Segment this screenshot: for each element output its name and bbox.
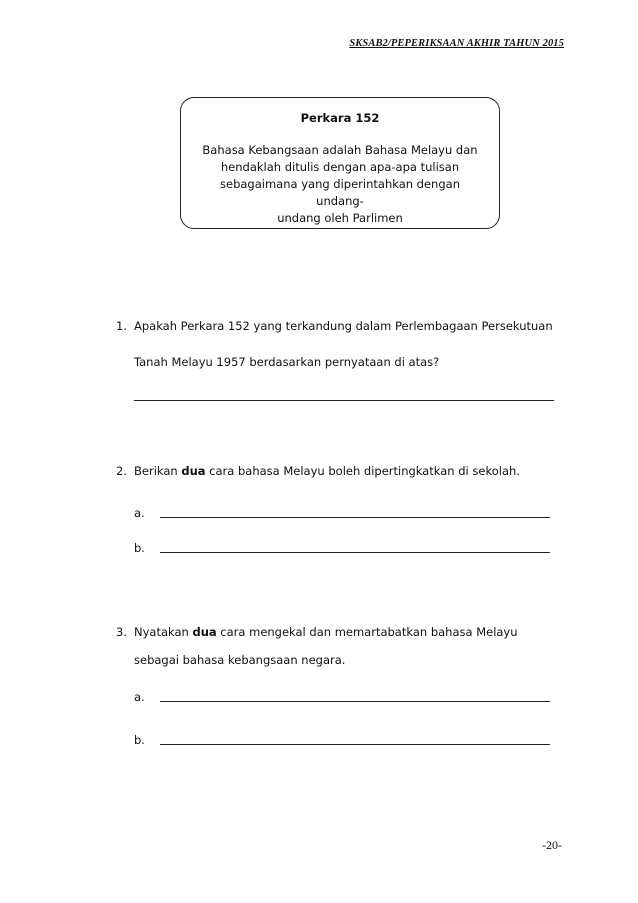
question-text: sebagai bahasa kebangsaan negara. (134, 653, 346, 667)
question-text: Berikan dua cara bahasa Melayu boleh dipertingkatkan di sekolah. (134, 464, 520, 478)
page-number: -20- (542, 838, 562, 852)
article-title: Perkara 152 (300, 111, 380, 125)
answer-line-3a[interactable] (160, 701, 550, 702)
question-number: 3. (116, 625, 127, 639)
question-text: Nyatakan dua cara mengekal dan memartabatkan bahasa Melayu (134, 625, 518, 639)
emphasis: dua (181, 464, 206, 478)
article-line: hendaklah ditulis dengan apa-apa tulisan (220, 160, 460, 174)
answer-line-2a[interactable] (160, 517, 550, 518)
sub-label-b: b. (134, 733, 145, 747)
article-box (180, 97, 500, 229)
article-text (195, 142, 485, 227)
question-text: Tanah Melayu 1957 berdasarkan pernyataan di atas? (134, 355, 440, 369)
answer-line-2b[interactable] (160, 552, 550, 553)
sub-label-a: a. (134, 506, 145, 520)
page-header: SKSAB2/PEPERIKSAAN AKHIR TAHUN 2015 (349, 38, 564, 49)
question-text: Apakah Perkara 152 yang terkandung dalam Perlembagaan Persekutuan (134, 319, 553, 333)
emphasis: dua (192, 625, 217, 639)
question-number: 2. (116, 464, 127, 478)
article-line: undang oleh Parlimen (277, 211, 403, 225)
article-line: Bahasa Kebangsaan adalah Bahasa Melayu dan (202, 143, 478, 157)
article-line: sebagaimana yang diperintahkan dengan undang- (220, 177, 460, 208)
sub-label-a: a. (134, 690, 145, 704)
answer-line-1[interactable] (134, 400, 554, 401)
question-number: 1. (116, 319, 127, 333)
answer-line-3b[interactable] (160, 744, 550, 745)
sub-label-b: b. (134, 541, 145, 555)
